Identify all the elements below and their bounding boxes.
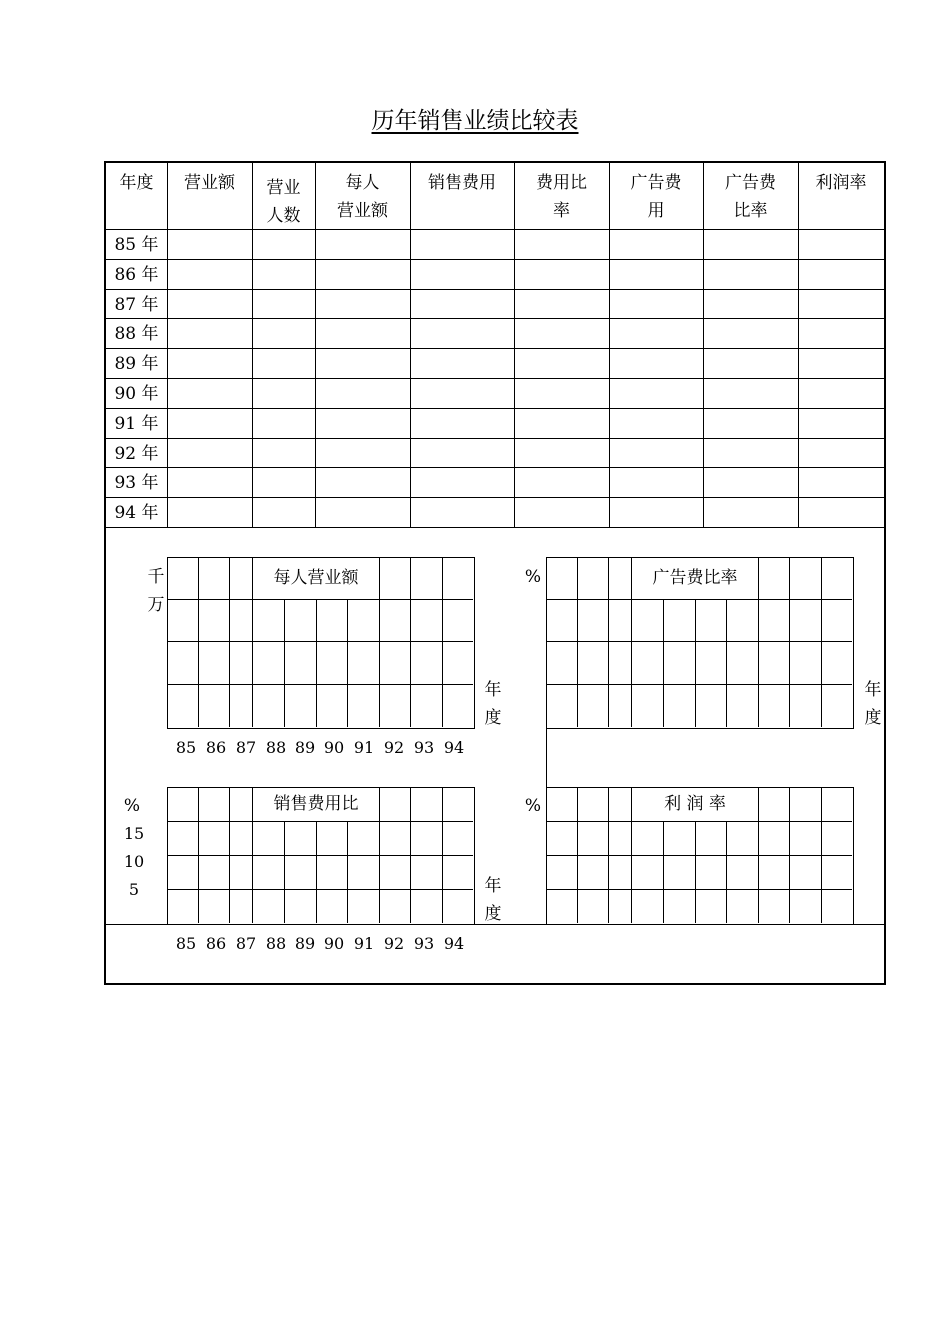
row-divider: [106, 348, 884, 349]
x-tick-label: 86: [205, 934, 227, 953]
chart-title: 广告费比率: [632, 558, 758, 599]
chart-grid-hline: [167, 889, 473, 890]
chart-grid-vline: [410, 557, 411, 727]
x-tick-label: 90: [323, 738, 345, 757]
chart-grid-vline: [229, 557, 230, 727]
axis-unit: %: [524, 567, 542, 587]
column-divider: [167, 163, 168, 527]
x-tick-label: 92: [383, 934, 405, 953]
axis-label-year: 年 度: [484, 680, 502, 728]
row-divider: [106, 378, 884, 379]
table-row-year: 92 年: [114, 444, 159, 464]
chart-title: 每人营业额: [253, 558, 379, 599]
x-tick-label: 88: [265, 934, 287, 953]
table-header-cell: 营业 人数: [266, 178, 301, 226]
chart-title: 利 润 率: [632, 788, 758, 821]
chart-grid-hline: [546, 821, 852, 822]
table-header-cell: 每人 营业额: [337, 173, 388, 221]
table-header-cell: 广告费 用: [630, 173, 682, 221]
table-row-year: 88 年: [114, 324, 159, 344]
row-divider: [106, 408, 884, 409]
chart-grid-vline: [758, 557, 759, 727]
chart-grid-vline: [821, 557, 822, 727]
page-title: 历年销售业绩比较表: [371, 108, 579, 134]
chart-grid-hline: [546, 855, 852, 856]
x-tick-label: 89: [294, 934, 316, 953]
chart-grid-hline: [167, 641, 473, 642]
chart-grid-hline: [546, 641, 852, 642]
table-row-year: 94 年: [114, 503, 159, 523]
y-tick-label: 10: [123, 852, 145, 871]
chart-grid-hline: [167, 684, 473, 685]
column-divider: [798, 163, 799, 527]
chart-grid-vline: [577, 557, 578, 727]
axis-label-year: 年 度: [484, 876, 502, 924]
table-row-year: 89 年: [114, 354, 159, 374]
chart-grid-hline: [546, 889, 852, 890]
row-divider: [106, 259, 884, 260]
x-tick-label: 91: [353, 934, 375, 953]
chart-grid-vline: [789, 557, 790, 727]
row-divider: [106, 497, 884, 498]
table-header-cell: 营业额: [184, 173, 235, 193]
row-divider: [106, 467, 884, 468]
y-tick-label: 5: [128, 880, 140, 899]
table-row-year: 91 年: [114, 414, 159, 434]
chart-grid-hline: [167, 821, 473, 822]
table-header-cell: 年度: [119, 173, 154, 193]
table-header-cell: 利润率: [815, 173, 867, 193]
x-tick-label: 86: [205, 738, 227, 757]
table-header-cell: 销售费用: [428, 173, 496, 193]
y-tick-label: 15: [123, 824, 145, 843]
chart-grid-hline: [546, 684, 852, 685]
x-tick-label: 90: [323, 934, 345, 953]
x-tick-label: 94: [443, 738, 465, 757]
chart-grid-hline: [167, 599, 473, 600]
x-tick-label: 85: [175, 934, 197, 953]
x-tick-label: 93: [413, 738, 435, 757]
x-tick-label: 92: [383, 738, 405, 757]
table-header-cell: 广告费 比率: [725, 173, 776, 221]
x-tick-label: 94: [443, 934, 465, 953]
axis-unit: %: [524, 796, 542, 816]
chart-separator: [546, 727, 547, 788]
x-tick-label: 91: [353, 738, 375, 757]
x-tick-label: 87: [235, 934, 257, 953]
row-divider: [106, 438, 884, 439]
x-tick-label: 93: [413, 934, 435, 953]
chart-grid-hline: [167, 855, 473, 856]
row-divider: [106, 318, 884, 319]
chart-grid-vline: [198, 557, 199, 727]
chart-grid-vline: [442, 557, 443, 727]
x-tick-label: 87: [235, 738, 257, 757]
x-tick-label: 85: [175, 738, 197, 757]
axis-unit: %: [123, 796, 141, 816]
header-divider: [106, 229, 884, 230]
table-header-cell: 费用比 率: [536, 173, 587, 221]
chart-grid-hline: [546, 599, 852, 600]
table-row-year: 85 年: [114, 235, 159, 255]
column-divider: [410, 163, 411, 527]
table-row-year: 90 年: [114, 384, 159, 404]
table-row-year: 87 年: [114, 295, 159, 315]
axis-label-year: 年 度: [864, 680, 882, 728]
x-tick-label: 89: [294, 738, 316, 757]
chart-grid-vline: [379, 557, 380, 727]
row-divider: [106, 527, 884, 528]
x-tick-label: 88: [265, 738, 287, 757]
axis-unit: 千 万: [147, 567, 165, 615]
chart-grid-vline: [608, 557, 609, 727]
table-row-year: 86 年: [114, 265, 159, 285]
row-divider: [106, 289, 884, 290]
chart-title: 销售费用比: [253, 788, 379, 821]
table-row-year: 93 年: [114, 473, 159, 493]
